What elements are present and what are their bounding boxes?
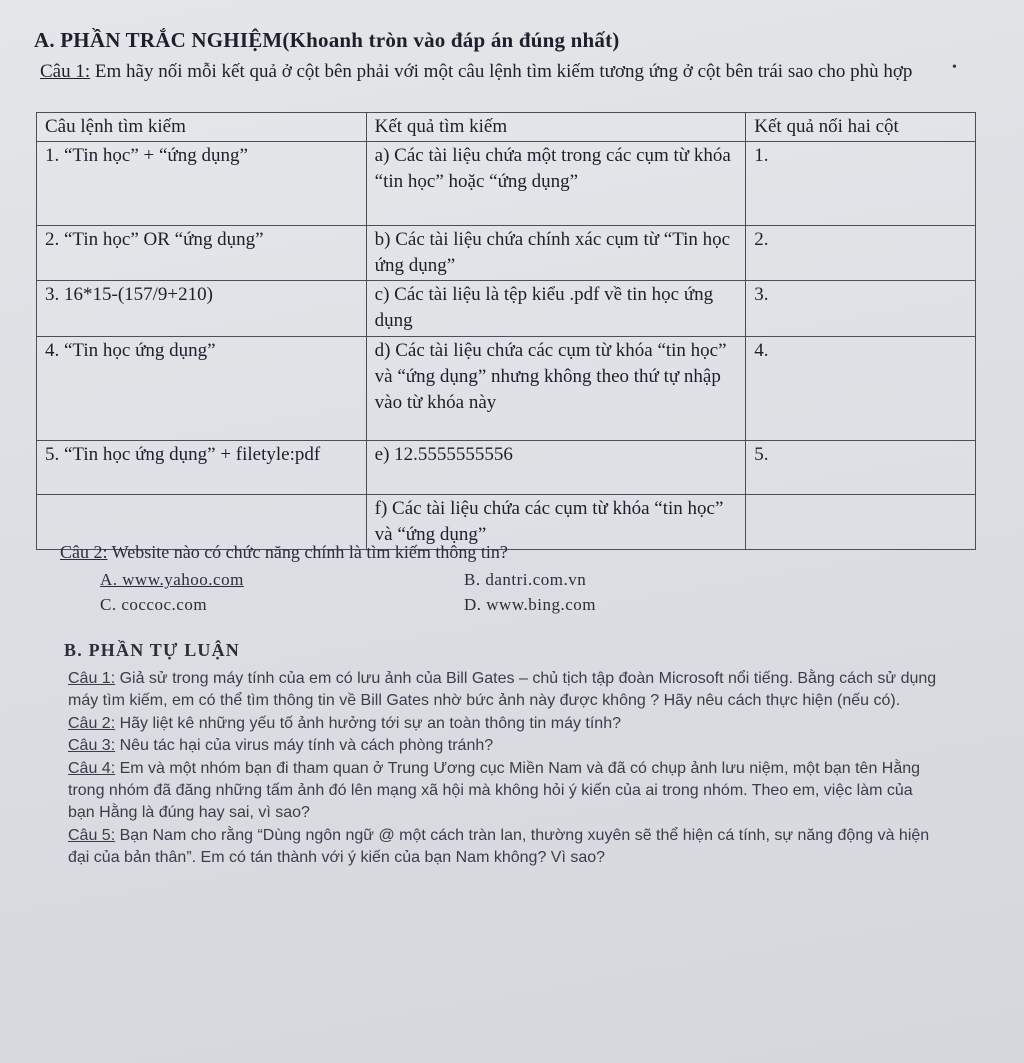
essay-text: Giả sử trong máy tính của em có lưu ảnh của Bill Gates – chủ tịch tập đoàn Microsoft nổi tiếng. Bằng cách sử dụng máy tìm kiếm, em có thể tìm thông tin về Bill Gates nhờ bức ảnh này được không ? Hãy nêu cách thực hiện (nếu có). bbox=[68, 670, 937, 710]
table-cell-result: e) 12.5555555556 bbox=[366, 441, 746, 495]
essay-questions bbox=[68, 668, 938, 870]
essay-question-5 bbox=[68, 825, 938, 870]
option-a[interactable]: A. www.yahoo.com bbox=[100, 570, 244, 589]
table-cell-match[interactable]: 4. bbox=[746, 337, 976, 441]
table-cell-match[interactable] bbox=[746, 495, 976, 550]
essay-question-1 bbox=[68, 668, 938, 713]
question-1-text: Em hãy nối mỗi kết quả ở cột bên phải với một câu lệnh tìm kiếm tương ứng ở cột bên trái sao cho phù hợp bbox=[90, 61, 913, 82]
essay-text: Nêu tác hại của virus máy tính và cách phòng tránh? bbox=[115, 737, 494, 755]
table-cell-command: 1. “Tin học” + “ứng dụng” bbox=[37, 142, 367, 226]
essay-label: Câu 4: bbox=[68, 759, 116, 777]
essay-label: Câu 5: bbox=[68, 826, 116, 844]
essay-text: Em và một nhóm bạn đi tham quan ở Trung Ương cục Miền Nam và đã có chụp ảnh lưu niệm, một bạn tên Hằng trong nhóm đã đăng những tấm ảnh đó lên mạng xã hội mà không hỏi ý kiến của ai trong nhóm. Theo em, việc làm của bạn Hằng là đúng hay sai, vì sao? bbox=[68, 759, 921, 822]
header-result: Kết quả tìm kiếm bbox=[366, 113, 746, 142]
table-cell-command: 3. 16*15-(157/9+210) bbox=[37, 281, 367, 337]
option-d[interactable]: D. www.bing.com bbox=[464, 595, 596, 614]
essay-question-4 bbox=[68, 758, 938, 825]
question-1-label: Câu 1: bbox=[40, 61, 91, 82]
table-row bbox=[37, 142, 976, 226]
stray-mark: • bbox=[952, 60, 957, 75]
question-2-label: Câu 2: bbox=[60, 542, 108, 562]
table-cell-match[interactable]: 3. bbox=[746, 281, 976, 337]
table-cell-command: 4. “Tin học ứng dụng” bbox=[37, 337, 367, 441]
section-a-heading bbox=[34, 28, 620, 53]
essay-text: Hãy liệt kê những yếu tố ảnh hưởng tới sự an toàn thông tin máy tính? bbox=[115, 714, 621, 732]
table-cell-match[interactable]: 1. bbox=[746, 142, 976, 226]
table-header-row bbox=[37, 113, 976, 142]
table-cell-command: 5. “Tin học ứng dụng” + filetyle:pdf bbox=[37, 441, 367, 495]
essay-label: Câu 2: bbox=[68, 714, 116, 732]
option-c[interactable]: C. coccoc.com bbox=[100, 595, 208, 614]
table-row bbox=[37, 226, 976, 281]
table-cell-match[interactable]: 2. bbox=[746, 226, 976, 281]
essay-text: Bạn Nam cho rằng “Dùng ngôn ngữ @ một cách tràn lan, thường xuyên sẽ thể hiện cá tính, sự năng động và hiện đại của bản thân”. Em có tán thành với ý kiến của bạn Nam không? Vì sao? bbox=[68, 826, 930, 867]
section-b-heading: B. PHẦN TỰ LUẬN bbox=[64, 640, 241, 660]
essay-question-3 bbox=[68, 735, 938, 757]
section-a-note: (Khoanh tròn vào đáp án đúng nhất) bbox=[282, 28, 620, 52]
question-2-prompt bbox=[60, 542, 508, 563]
matching-table bbox=[36, 112, 976, 550]
essay-label: Câu 1: bbox=[68, 670, 116, 687]
question-1-prompt bbox=[40, 58, 970, 86]
table-row bbox=[37, 441, 976, 495]
header-match: Kết quả nối hai cột bbox=[746, 113, 976, 142]
essay-label: Câu 3: bbox=[68, 737, 116, 755]
table-cell-result: d) Các tài liệu chứa các cụm từ khóa “tin học” và “ứng dụng” nhưng không theo thứ tự nhập vào từ khóa này bbox=[366, 337, 746, 441]
option-b[interactable]: B. dantri.com.vn bbox=[464, 570, 587, 589]
table-cell-result: c) Các tài liệu là tệp kiểu .pdf về tin học ứng dụng bbox=[366, 281, 746, 337]
table-cell-match[interactable]: 5. bbox=[746, 441, 976, 495]
table-cell-result: a) Các tài liệu chứa một trong các cụm từ khóa “tin học” hoặc “ứng dụng” bbox=[366, 142, 746, 226]
header-command: Câu lệnh tìm kiếm bbox=[37, 113, 367, 142]
table-cell-command: 2. “Tin học” OR “ứng dụng” bbox=[37, 226, 367, 281]
table-cell-result: f) Các tài liệu chứa các cụm từ khóa “tin học” và “ứng dụng” bbox=[366, 495, 746, 550]
table-row bbox=[37, 281, 976, 337]
essay-question-2 bbox=[68, 713, 938, 735]
section-a-title: A. PHẦN TRẮC NGHIỆM bbox=[34, 28, 283, 52]
table-cell-result: b) Các tài liệu chứa chính xác cụm từ “Tin học ứng dụng” bbox=[366, 226, 746, 281]
question-2-text: Website nào có chức năng chính là tìm kiếm thông tin? bbox=[107, 542, 508, 562]
table-row bbox=[37, 337, 976, 441]
